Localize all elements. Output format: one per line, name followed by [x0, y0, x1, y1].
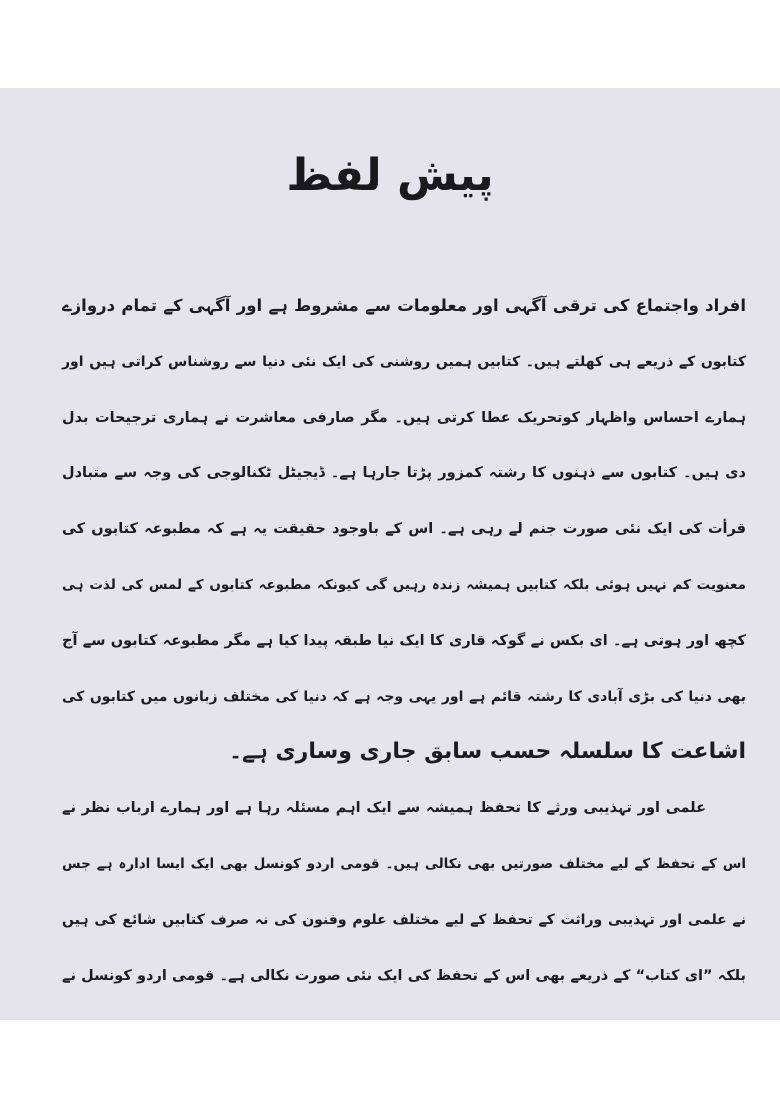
text-line: کچھ اور ہوتی ہے۔ ای بکس نے گوکہ قاری کا ایک نیا طبقہ پیدا کیا ہے مگر مطبوعہ کتابوں سے آج — [62, 632, 746, 649]
text-line-paragraph-start: علمی اور تہذیبی ورثے کا تحفظ ہمیشہ سے ایک اہم مسئلہ رہا ہے اور ہمارے ارباب نظر نے — [62, 800, 706, 817]
text-line: کتابوں کے ذریعے ہی کھلتے ہیں۔ کتابیں ہمیں روشنی کی ایک نئی دنیا سے روشناس کراتی ہیں اور — [62, 353, 746, 370]
text-line: ہمارے احساس واظہار کوتحریک عطا کرتی ہیں۔ مگر صارفی معاشرت نے ہماری ترجیحات بدل — [62, 409, 746, 426]
text-line: قرأت کی ایک نئی صورت جنم لے رہی ہے۔ اس کے باوجود حقیقت یہ ہے کہ مطبوعہ کتابوں کی — [62, 521, 746, 538]
text-line: نے علمی اور تہذیبی وراثت کے تحفظ کے لیے مختلف علوم وفنون کی نہ صرف کتابیں شائع کی ہیں — [62, 911, 746, 928]
text-line: افراد واجتماع کی ترقی آگہی اور معلومات سے مشروط ہے اور آگہی کے تمام دروازے — [62, 296, 746, 315]
text-line-paragraph-end: اشاعت کا سلسلہ حسب سابق جاری وساری ہے۔ — [229, 739, 746, 765]
text-line: بلکہ ”ای کتاب“ کے ذریعے بھی اس کے تحفظ کی ایک نئی صورت نکالی ہے۔ قومی اردو کونسل نے — [62, 967, 746, 984]
text-line: بھی دنیا کی بڑی آبادی کا رشتہ قائم ہے اور یہی وجہ ہے کہ دنیا کی مختلف زبانوں میں کتابوں کی — [62, 688, 746, 705]
body-text — [62, 286, 746, 1011]
text-line: اس کے تحفظ کے لیے مختلف صورتیں بھی نکالی ہیں۔ قومی اردو کونسل بھی ایک ایسا ادارہ ہے جس — [62, 855, 746, 872]
page-title: پیش لفظ — [286, 150, 494, 201]
text-line: معنویت کم نہیں ہوئی بلکہ کتابیں ہمیشہ زندہ رہیں گی کیونکہ مطبوعہ کتابوں کے لمس کی لذت ہی — [62, 576, 746, 593]
scanned-page — [0, 88, 780, 1020]
text-line: دی ہیں۔ کتابوں سے ذہنوں کا رشتہ کمزور پڑتا جارہا ہے۔ ڈیجیٹل ٹکنالوجی کی وجہ سے متبادل — [62, 465, 746, 482]
